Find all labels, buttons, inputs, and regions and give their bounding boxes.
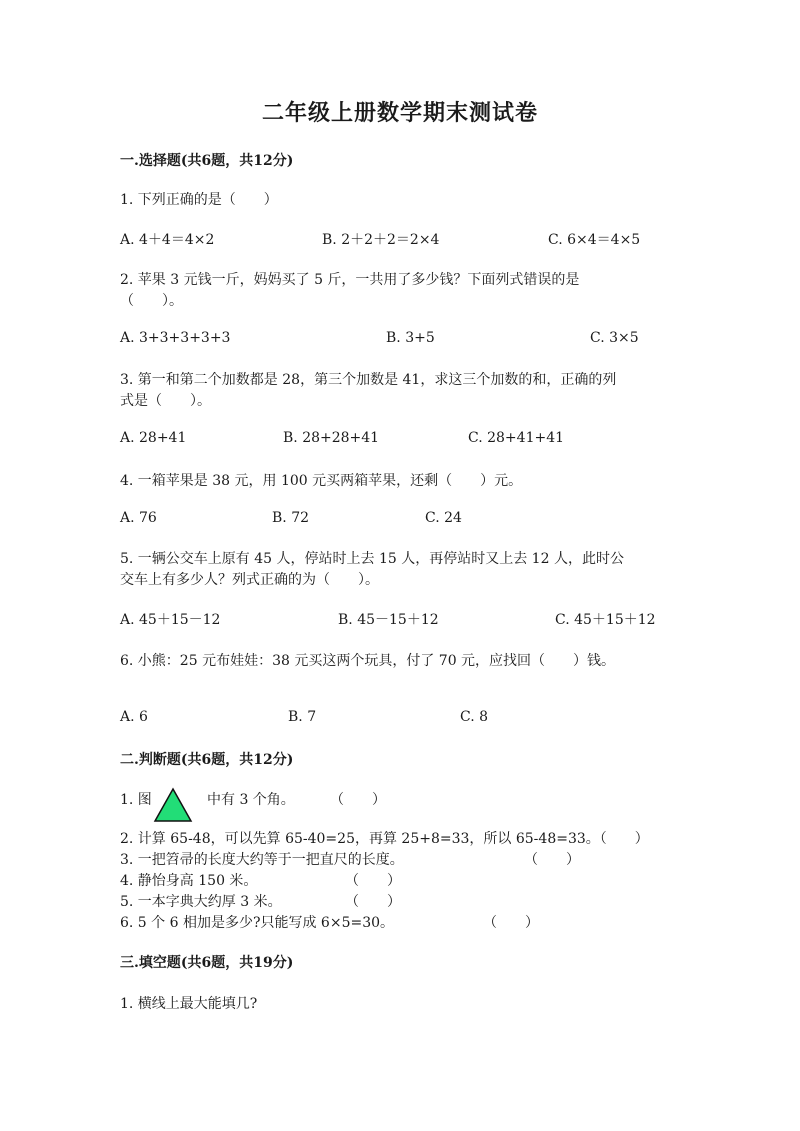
section-heading-choice: 一.选择题(共6题，共12分) (120, 153, 294, 169)
question-1-5-line2: 交车上有多少人？列式正确的为（ ）。 (120, 572, 379, 588)
answer-paren: （ ） (483, 915, 539, 931)
answer-paren: （ ） (524, 852, 580, 868)
question-3-1: 1. 横线上最大能填几? (120, 996, 258, 1012)
page-title: 二年级上册数学期末测试卷 (261, 100, 538, 126)
option-a: A. 3+3+3+3+3 (120, 330, 231, 346)
option-b: B. 3+5 (386, 330, 435, 346)
question-2-1-suffix: 中有 3 个角。 (207, 792, 295, 808)
answer-paren: （ ） (345, 894, 401, 910)
option-b: B. 28+28+41 (283, 430, 380, 446)
question-1-3-line2: 式是（ ）。 (120, 393, 211, 409)
option-c: C. 6×4＝4×5 (548, 232, 641, 248)
question-1-3-line1: 3. 第一和第二个加数都是 28，第三个加数是 41，求这三个加数的和，正确的列 (120, 372, 617, 388)
question-2-5: 5. 一本字典大约厚 3 米。 (120, 894, 282, 910)
option-c: C. 3×5 (590, 330, 639, 346)
option-c: C. 8 (460, 709, 489, 725)
option-c: C. 45＋15＋12 (555, 612, 656, 628)
answer-paren: （ ） (330, 792, 386, 808)
question-1-4: 4. 一箱苹果是 38 元，用 100 元买两箱苹果，还剩（ ）元。 (120, 473, 523, 489)
question-1-2-line1: 2. 苹果 3 元钱一斤，妈妈买了 5 斤，一共用了多少钱？下面列式错误的是 (120, 272, 580, 288)
question-2-2: 2. 计算 65-48，可以先算 65-40=25，再算 25+8=33，所以 65-48=33。（ ） (120, 831, 649, 847)
section-heading-fill-in: 三.填空题(共6题，共19分) (120, 955, 294, 971)
option-a: A. 45＋15－12 (120, 612, 221, 628)
option-b: B. 7 (288, 709, 317, 725)
option-a: A. 28+41 (120, 430, 187, 446)
option-a: A. 6 (120, 709, 148, 725)
option-b: B. 2＋2＋2＝2×4 (322, 232, 440, 248)
option-a: A. 76 (120, 510, 157, 526)
triangle-figure (153, 787, 193, 823)
option-c: C. 24 (425, 510, 462, 526)
option-b: B. 45－15＋12 (338, 612, 439, 628)
section-heading-judgment: 二.判断题(共6题，共12分) (120, 752, 294, 768)
question-1-5-line1: 5. 一辆公交车上原有 45 人，停站时上去 15 人，再停站时又上去 12 人，此时公 (120, 551, 624, 567)
option-b: B. 72 (272, 510, 310, 526)
question-2-4: 4. 静怡身高 150 米。 (120, 873, 258, 889)
option-a: A. 4＋4＝4×2 (120, 232, 215, 248)
question-1-1: 1. 下列正确的是（ ） (120, 192, 278, 208)
question-2-1-prefix: 1. 图 (120, 792, 152, 808)
option-c: C. 28+41+41 (468, 430, 565, 446)
question-1-6: 6. 小熊：25 元布娃娃：38 元买这两个玩具，付了 70 元，应找回（ ）钱。 (120, 653, 616, 669)
question-1-2-line2: （ ）。 (120, 293, 183, 309)
question-2-6: 6. 5 个 6 相加是多少?只能写成 6×5=30。 (120, 915, 395, 931)
question-2-3: 3. 一把笤帚的长度大约等于一把直尺的长度。 (120, 852, 404, 868)
answer-paren: （ ） (345, 873, 401, 889)
